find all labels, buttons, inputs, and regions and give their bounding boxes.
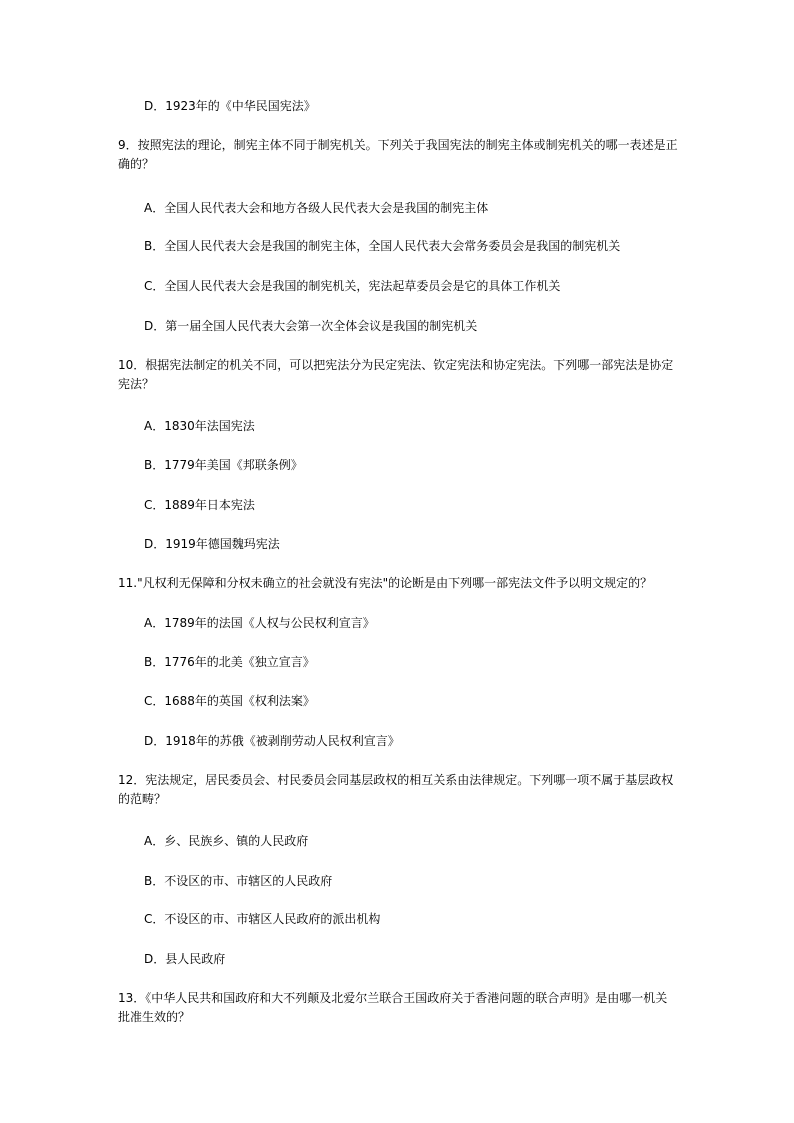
q12-option-c: C．不设区的市、市辖区人民政府的派出机构 — [144, 912, 381, 926]
q10-option-d: D．1919年德国魏玛宪法 — [144, 537, 280, 551]
q10-option-b: B．1779年美国《邦联条例》 — [144, 458, 303, 472]
q9-option-c: C．全国人民代表大会是我国的制宪机关，宪法起草委员会是它的具体工作机关 — [144, 279, 561, 293]
q8-option-d: D．1923年的《中华民国宪法》 — [144, 99, 316, 113]
q11-option-c: C．1688年的英国《权利法案》 — [144, 694, 315, 708]
q11-stem: 11."凡权利无保障和分权未确立的社会就没有宪法"的论断是由下列哪一部宪法文件予以明文规定的？ — [118, 576, 653, 590]
q11-option-d: D．1918年的苏俄《被剥削劳动人民权利宣言》 — [144, 734, 400, 748]
q13-stem: 13．《中华人民共和国政府和大不列颠及北爱尔兰联合王国政府关于香港问题的联合声明》是由哪一机关批准生效的？ — [118, 991, 668, 1024]
q9-option-a: A．全国人民代表大会和地方各级人民代表大会是我国的制宪主体 — [144, 201, 489, 215]
q10-option-a: A．1830年法国宪法 — [144, 419, 255, 433]
q12-stem: 12．宪法规定，居民委员会、村民委员会同基层政权的相互关系由法律规定。下列哪一项不属于基层政权的范畴？ — [118, 773, 674, 806]
q12-option-a: A．乡、民族乡、镇的人民政府 — [144, 834, 309, 848]
q9-option-d: D．第一届全国人民代表大会第一次全体会议是我国的制宪机关 — [144, 319, 478, 333]
q11-option-a: A．1789年的法国《人权与公民权利宣言》 — [144, 616, 375, 630]
q12-option-d: D．县人民政府 — [144, 952, 226, 966]
q12-option-b: B．不设区的市、市辖区的人民政府 — [144, 874, 333, 888]
q9-stem: 9．按照宪法的理论，制宪主体不同于制宪机关。下列关于我国宪法的制宪主体或制宪机关的哪一表述是正确的？ — [118, 138, 678, 171]
q10-stem: 10．根据宪法制定的机关不同，可以把宪法分为民定宪法、钦定宪法和协定宪法。下列哪一部宪法是协定宪法？ — [118, 358, 674, 391]
q10-option-c: C．1889年日本宪法 — [144, 498, 255, 512]
q9-option-b: B．全国人民代表大会是我国的制宪主体，全国人民代表大会常务委员会是我国的制宪机关 — [144, 239, 621, 253]
q11-option-b: B．1776年的北美《独立宣言》 — [144, 655, 315, 669]
